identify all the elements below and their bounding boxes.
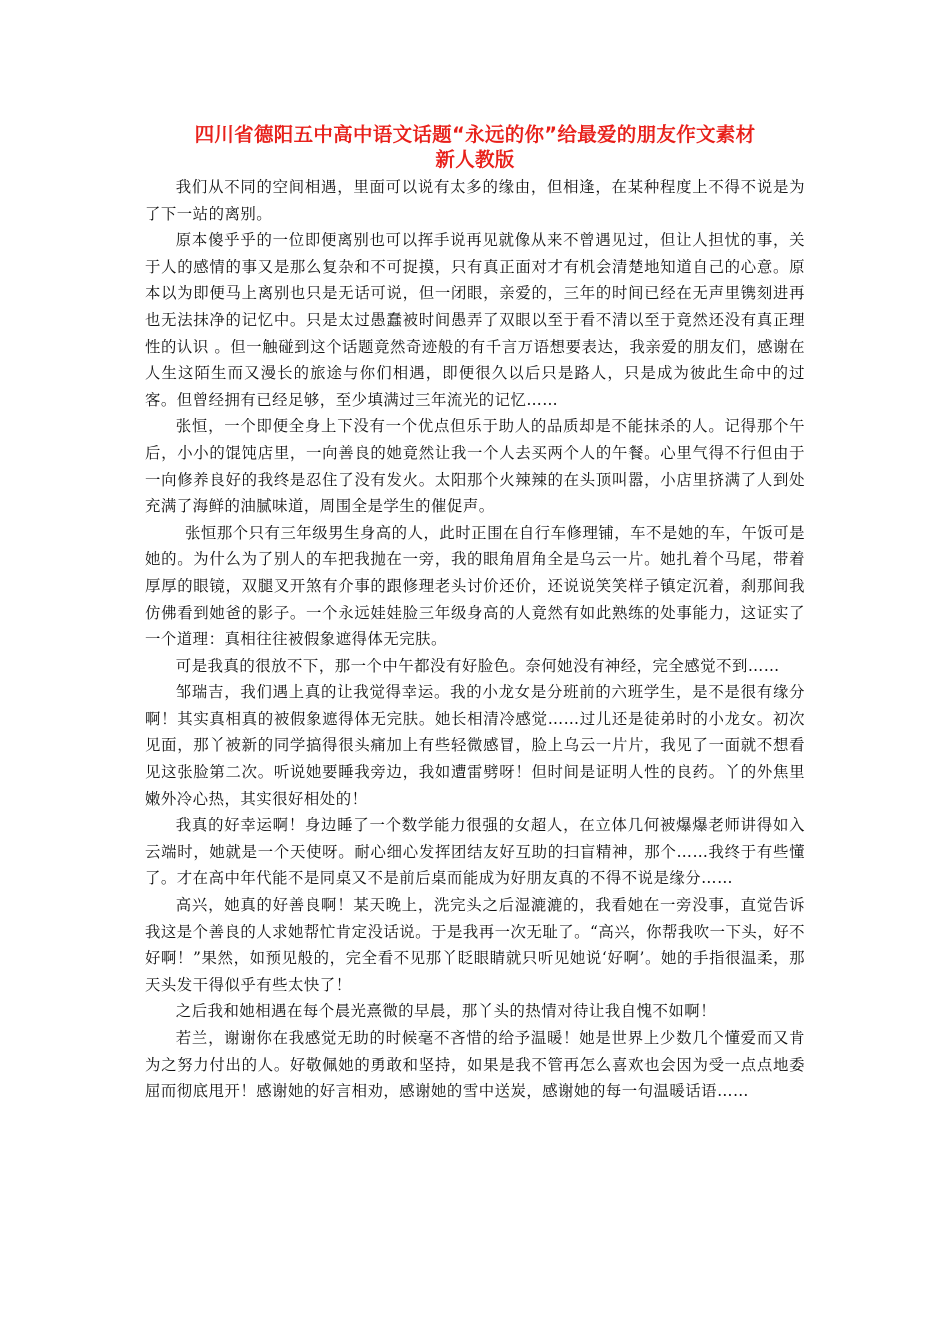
paragraph-10: 若兰，谢谢你在我感觉无助的时候毫不吝惜的给予温暖！她是世界上少数几个懂爱而又肯为之努力付出的人。好敬佩她的勇敢和坚持，如果是我不管再怎么喜欢也会因为受一点点地委屈而彻底甩开！感谢她的好言相劝，感谢她的雪中送炭，感谢她的每一句温暖话语……: [145, 1029, 805, 1101]
paragraph-5: 可是我真的很放不下，那一个中午都没有好脸色。奈何她没有神经，完全感觉不到……: [175, 656, 780, 675]
paragraph-4: 张恒那个只有三年级男生身高的人，此时正围在自行车修理铺，车不是她的车，午饭可是她的。为什么为了别人的车把我抛在一旁，我的眼角眉角全是乌云一片。她扎着个马尾，带着厚厚的眼镜，双腿叉开煞有介事的跟修理老头讨价还价，还说说笑笑样子镇定沉着，刹那间我仿佛看到她爸的影子。一个永远娃娃脸三年级身高的人竟然有如此熟练的处事能力，这证实了一个道理：真相往往被假象遮得体无完肤。: [145, 523, 805, 649]
paragraph-1: 我们从不同的空间相遇，里面可以说有太多的缘由，但相逢，在某种程度上不得不说是为了下一站的离别。: [145, 178, 805, 223]
title-line-1: 四川省德阳五中高中语文话题“永远的你”给最爱的朋友作文素材: [194, 123, 756, 146]
paragraph-7: 我真的好幸运啊！身边睡了一个数学能力很强的女超人，在立体几何被爆爆老师讲得如入云端时，她就是一个天使呀。耐心细心发挥团结友好互助的扫盲精神，那个……我终于有些懂了。才在高中年代能不是同桌又不是前后桌而能成为好朋友真的不得不说是缘分……: [145, 816, 805, 888]
title-line-2: 新人教版: [435, 148, 515, 171]
paragraph-2: 原本傻乎乎的一位即便离别也可以挥手说再见就像从来不曾遇见过，但让人担忧的事，关于人的感情的事又是那么复杂和不可捉摸，只有真正面对才有机会清楚地知道自己的心意。原本以为即便马上离别也只是无话可说，但一闭眼，亲爱的，三年的时间已经在无声里镌刻进再也无法抹净的记忆中。只是太过愚蠢被时间愚弄了双眼以至于看不清以至于竟然还没有真正理性的认识 。但一触碰到这个话题竟然奇迹般的有千言万语想要表达，我亲爱的朋友们，感谢在人生这陌生而又漫长的旅途与你们相遇，即便很久以后只是路人，只是成为彼此生命中的过客。但曾经拥有已经足够，至少填满过三年流光的记忆……: [145, 231, 805, 409]
paragraph-8: 高兴，她真的好善良啊！某天晚上，洗完头之后湿漉漉的，我看她在一旁没事，直觉告诉我这是个善良的人求她帮忙肯定没话说。于是我再一次无耻了。“高兴，你帮我吹一下头，好不好啊！”果然，如预见般的，完全看不见那丫眨眼睛就只听见她说‘好啊’。她的手指很温柔，那天头发干得似乎有些太快了！: [145, 896, 805, 994]
document-page: [145, 122, 805, 1105]
paragraph-3: 张恒，一个即便全身上下没有一个优点但乐于助人的品质却是不能抹杀的人。记得那个午后，小小的馄饨店里，一向善良的她竟然让我一个人去买两个人的午餐。心里气得不行但由于一向修养良好的我终是忍住了没有发火。太阳那个火辣辣的在头顶叫嚣，小店里挤满了人到处充满了海鲜的油腻味道，周围全是学生的催促声。: [145, 417, 805, 516]
document-title: [145, 122, 805, 172]
paragraph-6: 邹瑞吉，我们遇上真的让我觉得幸运。我的小龙女是分班前的六班学生，是不是很有缘分啊！其实真相真的被假象遮得体无完肤。她长相清冷感觉……过儿还是徒弟时的小龙女。初次见面，那丫被新的同学搞得很头痛加上有些轻微感冒，脸上乌云一片片，我见了一面就不想看见这张脸第二次。听说她要睡我旁边，我如遭雷劈呀！但时间是证明人性的良药。丫的外焦里嫩外冷心热，其实很好相处的！: [145, 683, 805, 808]
paragraph-9: 之后我和她相遇在每个晨光熹微的早晨，那丫头的热情对待让我自愧不如啊！: [175, 1002, 717, 1021]
